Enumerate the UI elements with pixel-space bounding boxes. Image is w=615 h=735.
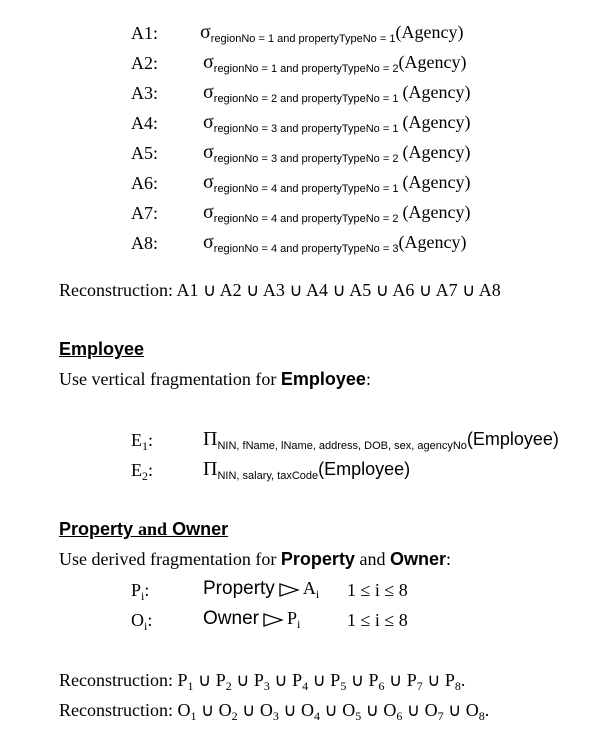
union-symbol: ∪ (193, 670, 216, 690)
selection-expression (203, 231, 466, 254)
label-main: P (131, 580, 142, 600)
union-symbol: ∪ (269, 670, 293, 690)
sigma-symbol: σ (203, 51, 214, 73)
sigma-symbol: σ (203, 171, 214, 193)
union-symbol: ∪ (320, 700, 343, 720)
recon-letter: O (465, 700, 479, 720)
projection-expression (203, 458, 410, 481)
semijoin-icon (278, 583, 300, 597)
selection-expression (203, 141, 470, 164)
projection-attributes: NIN, fName, lName, address, DOB, sex, agencyNo (217, 440, 467, 452)
fragment-label: A1: (131, 23, 158, 43)
intro-end: : (365, 369, 371, 389)
recon-letter: P (215, 670, 226, 690)
recon-sub: 2 (225, 679, 232, 693)
union-symbol: ∪ (402, 700, 425, 720)
intro-text: Use vertical fragmentation for (59, 369, 281, 389)
recon-letter: O (342, 700, 356, 720)
recon-sub: 3 (263, 679, 270, 693)
recon-sub: 8 (478, 709, 485, 723)
recon-sub: 6 (396, 709, 403, 723)
fragment-label: A5: (131, 143, 158, 163)
selection-expression (203, 81, 470, 104)
recon-sub: 1 (187, 679, 194, 693)
selection-condition: regionNo = 1 and propertyTypeNo = 2 (213, 63, 399, 75)
relation-name: (Agency) (398, 52, 467, 72)
recon-letter: O (383, 700, 397, 720)
recon-letter: P (368, 670, 379, 690)
sigma-symbol: σ (203, 201, 214, 223)
sigma-symbol: σ (203, 141, 214, 163)
union-symbol: ∪ (237, 700, 260, 720)
recon-letter: O (301, 700, 315, 720)
recon-prefix: Reconstruction: (59, 670, 178, 690)
heading-part1: Property (59, 519, 134, 539)
recon-sub: 5 (355, 709, 362, 723)
range-condition: 1 ≤ i ≤ 8 (347, 580, 408, 600)
employee-intro (59, 369, 371, 390)
relation-name: Property (203, 578, 275, 599)
employee-fragment-label (131, 430, 153, 451)
relation-name: (Agency) (398, 232, 467, 252)
relation-name: (Employee) (318, 459, 411, 479)
target-main: P (286, 608, 297, 628)
selection-condition: regionNo = 1 and propertyTypeNo = 1 (210, 33, 396, 45)
property-fragment-label (131, 580, 149, 601)
relation-name: Owner (203, 608, 259, 629)
intro-text: Use derived fragmentation for (59, 549, 281, 569)
agency-fragment-row (131, 203, 158, 224)
recon-sub: 5 (340, 679, 347, 693)
sigma-symbol: σ (203, 231, 214, 253)
sigma-symbol: σ (203, 81, 214, 103)
union-symbol: ∪ (278, 700, 302, 720)
recon-letter: O (218, 700, 232, 720)
union-symbol: ∪ (361, 700, 384, 720)
agency-fragment-row (131, 233, 158, 254)
employee-heading: Employee (59, 339, 145, 359)
intro-and: and (354, 549, 390, 569)
recon-letter: P (444, 670, 455, 690)
recon-sub: 8 (454, 679, 461, 693)
recon-sub: 7 (437, 709, 444, 723)
label-sub: i (144, 619, 148, 633)
heading-part2: Owner (172, 519, 229, 539)
fragment-label: A2: (131, 53, 158, 73)
selection-expression (203, 51, 466, 74)
label-colon: : (148, 460, 154, 480)
property-reconstruction (59, 670, 465, 691)
agency-fragment-row (131, 173, 158, 194)
recon-sub: 4 (314, 709, 321, 723)
property-owner-intro (59, 549, 451, 570)
projection-expression (203, 428, 559, 451)
property-owner-heading (59, 519, 228, 540)
union-symbol: ∪ (196, 700, 219, 720)
recon-letter: P (406, 670, 417, 690)
selection-condition: regionNo = 4 and propertyTypeNo = 3 (213, 243, 399, 255)
label-colon: : (144, 580, 150, 600)
agency-reconstruction: Reconstruction: A1 ∪ A2 ∪ A3 ∪ A4 ∪ A5 ∪ A6 ∪ A7 ∪ A8 (59, 280, 501, 300)
heading-and: and (138, 519, 168, 539)
recon-letter: P (292, 670, 303, 690)
employee-fragment-label (131, 460, 153, 481)
label-main: E (131, 430, 142, 450)
sigma-symbol: σ (200, 21, 211, 43)
label-main: E (131, 460, 142, 480)
label-sub: 2 (142, 469, 148, 483)
recon-letter: P (330, 670, 341, 690)
recon-letter: O (424, 700, 438, 720)
intro-bold: Employee (280, 369, 366, 389)
label-main: O (131, 610, 144, 630)
owner-reconstruction (59, 700, 489, 721)
target-sub: i (315, 587, 320, 601)
recon-end: . (460, 670, 466, 690)
agency-fragment-row (131, 143, 158, 164)
relation-name: (Employee) (466, 429, 559, 449)
recon-end: . (484, 700, 490, 720)
relation-name: (Agency) (402, 172, 471, 192)
relation-name: (Agency) (402, 112, 471, 132)
recon-sub: 4 (302, 679, 309, 693)
union-symbol: ∪ (308, 670, 331, 690)
selection-expression (200, 21, 463, 44)
selection-condition: regionNo = 2 and propertyTypeNo = 1 (213, 93, 399, 105)
target-main: A (302, 578, 316, 598)
recon-prefix: Reconstruction: (59, 700, 178, 720)
selection-condition: regionNo = 3 and propertyTypeNo = 2 (213, 153, 399, 165)
label-sub: i (141, 589, 145, 603)
label-colon: : (148, 430, 154, 450)
union-symbol: ∪ (384, 670, 407, 690)
recon-sub: 6 (378, 679, 385, 693)
projection-attributes: NIN, salary, taxCode (217, 470, 319, 482)
pi-symbol: Π (203, 428, 218, 450)
target-sub: i (296, 617, 301, 631)
relation-name: (Agency) (402, 202, 471, 222)
fragment-label: A6: (131, 173, 158, 193)
relation-name: (Agency) (395, 22, 464, 42)
agency-fragment-row (131, 23, 158, 44)
fragment-label: A8: (131, 233, 158, 253)
agency-fragment-row (131, 53, 158, 74)
recon-sub: 2 (231, 709, 238, 723)
agency-fragment-row (131, 113, 158, 134)
relation-name: (Agency) (402, 82, 471, 102)
selection-condition: regionNo = 4 and propertyTypeNo = 1 (213, 183, 399, 195)
recon-letter: O (177, 700, 191, 720)
fragment-label: A3: (131, 83, 158, 103)
recon-letter: O (259, 700, 273, 720)
selection-expression (203, 201, 470, 224)
semijoin-expression (203, 578, 319, 600)
union-symbol: ∪ (443, 700, 466, 720)
intro-bold-property: Property (280, 549, 355, 569)
label-colon: : (147, 610, 153, 630)
pi-symbol: Π (203, 458, 218, 480)
owner-fragment-label (131, 610, 152, 631)
agency-fragment-row (131, 83, 158, 104)
semijoin-icon (262, 613, 284, 627)
semijoin-expression (203, 608, 300, 630)
selection-expression (203, 171, 470, 194)
union-symbol: ∪ (422, 670, 445, 690)
fragment-label: A4: (131, 113, 158, 133)
recon-letter: P (177, 670, 188, 690)
intro-bold-owner: Owner (389, 549, 446, 569)
range-condition: 1 ≤ i ≤ 8 (347, 610, 408, 630)
selection-condition: regionNo = 4 and propertyTypeNo = 2 (213, 213, 399, 225)
relation-name: (Agency) (402, 142, 471, 162)
recon-letter: P (253, 670, 264, 690)
fragment-label: A7: (131, 203, 158, 223)
recon-sub: 1 (190, 709, 197, 723)
selection-expression (203, 111, 470, 134)
label-sub: 1 (142, 439, 148, 453)
intro-end: : (445, 549, 451, 569)
recon-sub: 3 (272, 709, 279, 723)
selection-condition: regionNo = 3 and propertyTypeNo = 1 (213, 123, 399, 135)
union-symbol: ∪ (231, 670, 254, 690)
union-symbol: ∪ (346, 670, 369, 690)
sigma-symbol: σ (203, 111, 214, 133)
recon-sub: 7 (416, 679, 423, 693)
